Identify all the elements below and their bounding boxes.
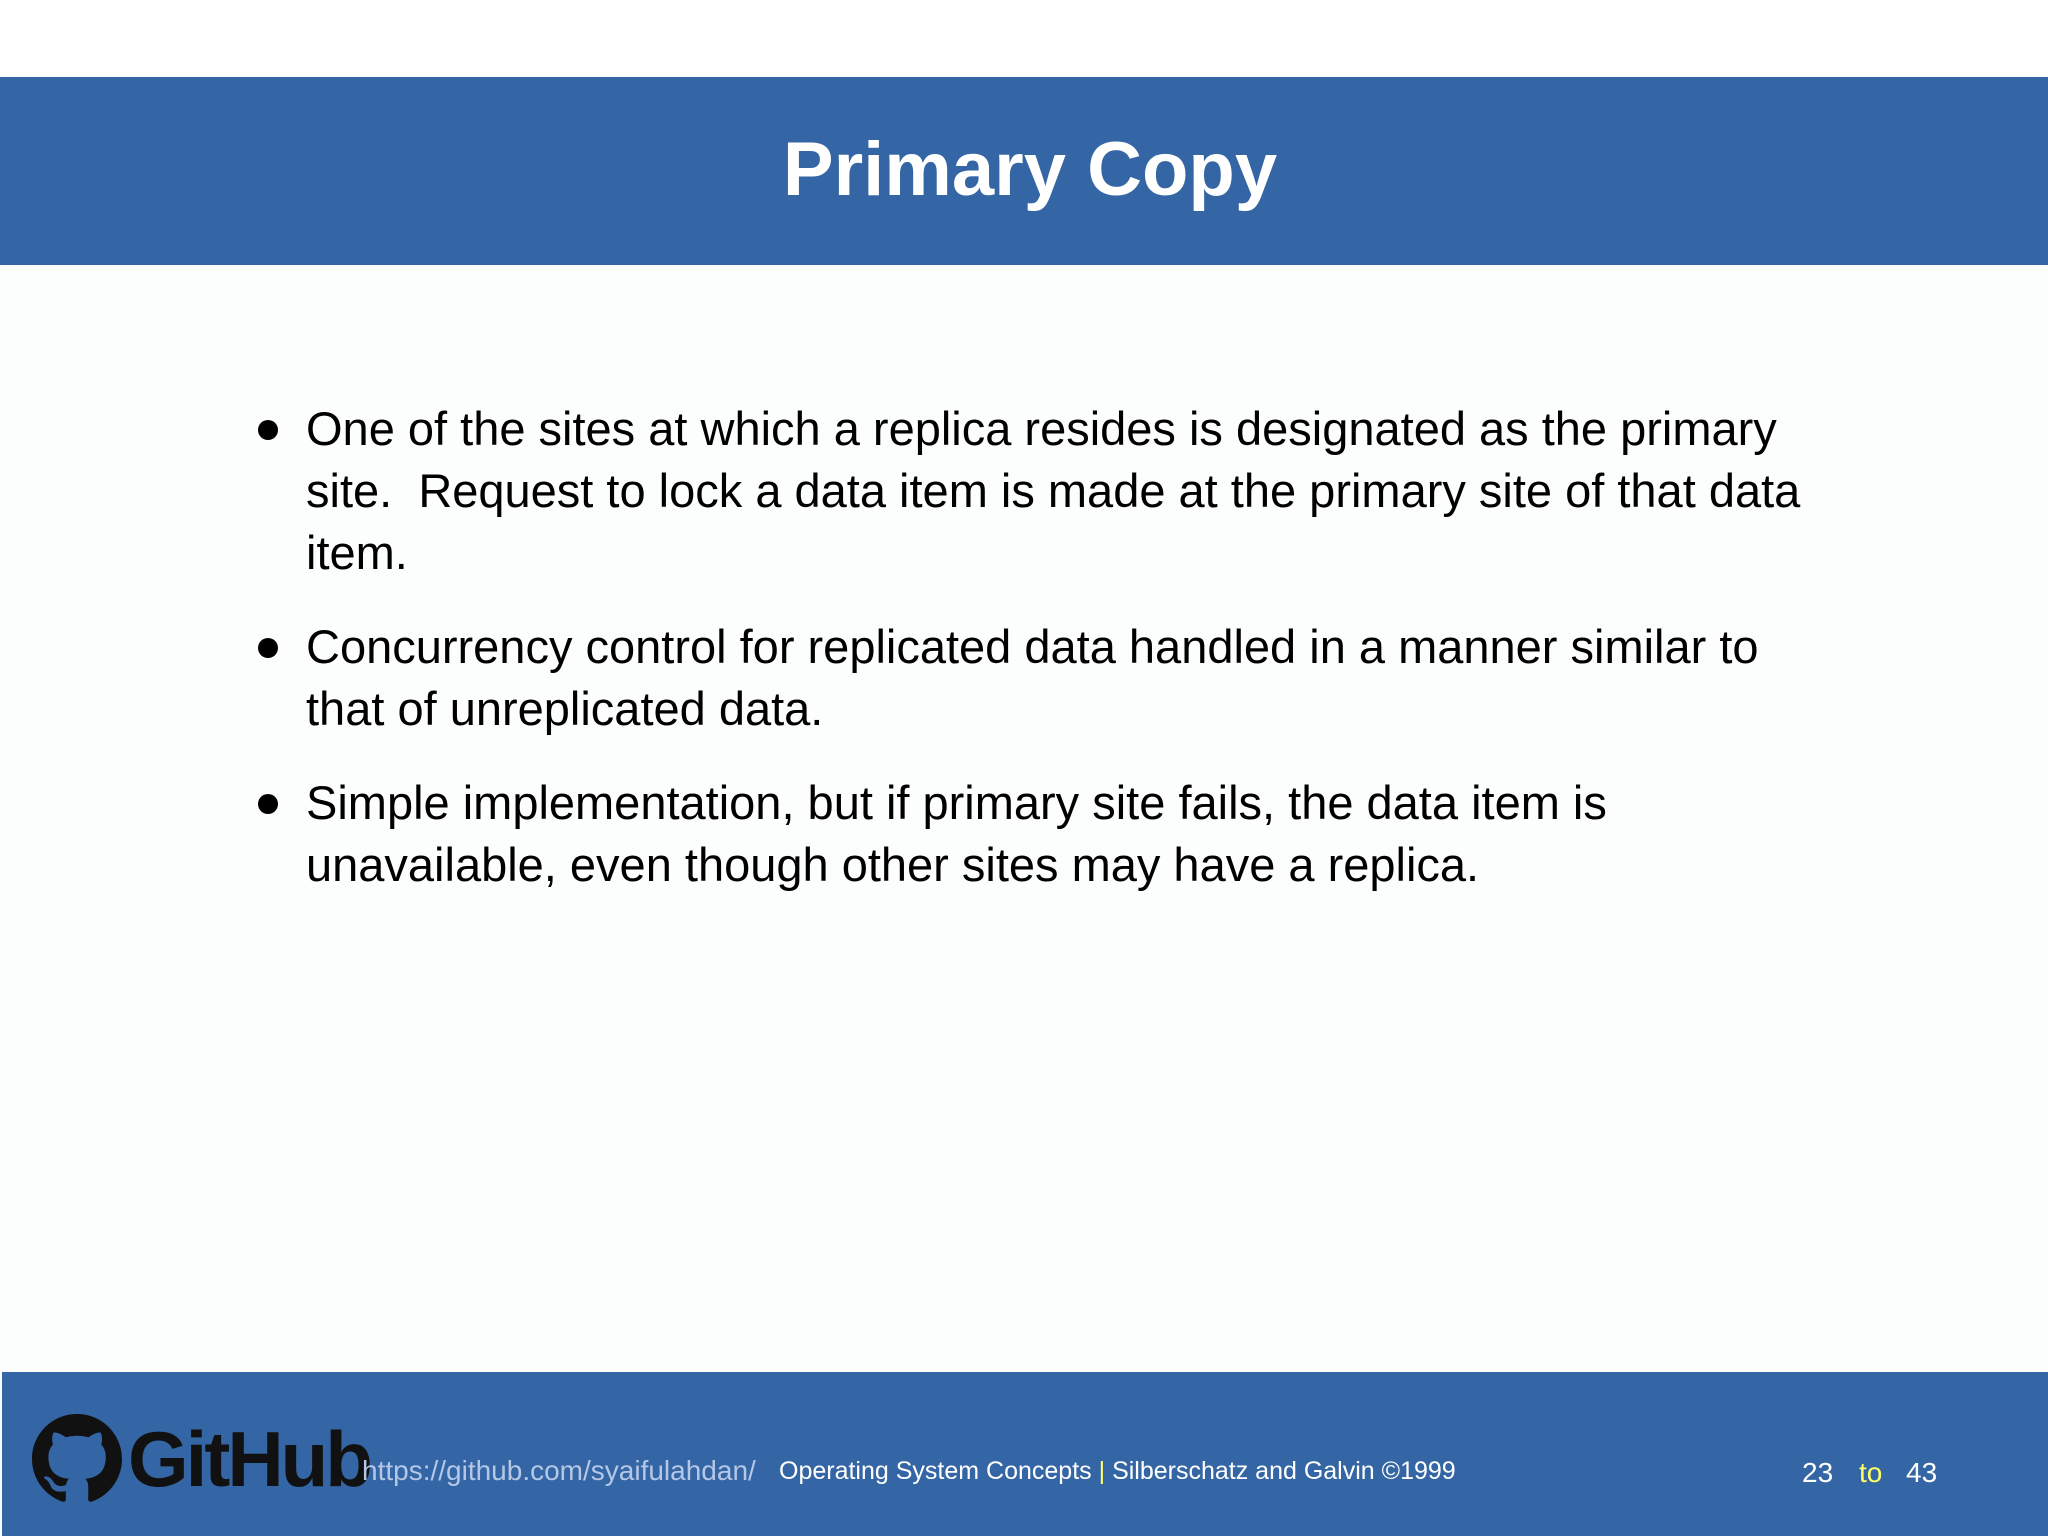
bullet-dot-icon (258, 420, 278, 440)
footer-credit (779, 1441, 1456, 1501)
bullet-item (256, 772, 1816, 896)
github-octocat-icon (32, 1414, 122, 1504)
book-authors: Silberschatz and Galvin ©1999 (1112, 1457, 1456, 1485)
page-current: 23 (1802, 1457, 1834, 1488)
footer-url-link[interactable]: https://github.com/syaifulahdan/ (362, 1455, 756, 1486)
title-bar (0, 77, 2048, 265)
bullet-item (256, 616, 1816, 740)
bullet-list (256, 398, 1816, 928)
book-title: Operating System Concepts (779, 1457, 1092, 1485)
top-margin (0, 0, 2048, 77)
github-wordmark: GitHub (128, 1415, 370, 1503)
bullet-item (256, 398, 1816, 584)
bullet-text: Simple implementation, but if primary site fails, the data item is unavailable, even though other sites may have a replica. (306, 776, 1607, 891)
bullet-dot-icon (258, 794, 278, 814)
page-total: 43 (1906, 1457, 1938, 1488)
page-to-label: to (1859, 1457, 1883, 1488)
github-logo (32, 1414, 370, 1504)
footer-separator: | (1098, 1457, 1106, 1485)
slide-title: Primary Copy (782, 126, 1278, 212)
bullet-text: Concurrency control for replicated data handled in a manner similar to that of unreplicated data. (306, 620, 1759, 735)
bullet-dot-icon (258, 638, 278, 658)
bullet-text: One of the sites at which a replica resides is designated as the primary site. Request to lock a data item is made at the primary site of that data item. (306, 402, 1801, 579)
